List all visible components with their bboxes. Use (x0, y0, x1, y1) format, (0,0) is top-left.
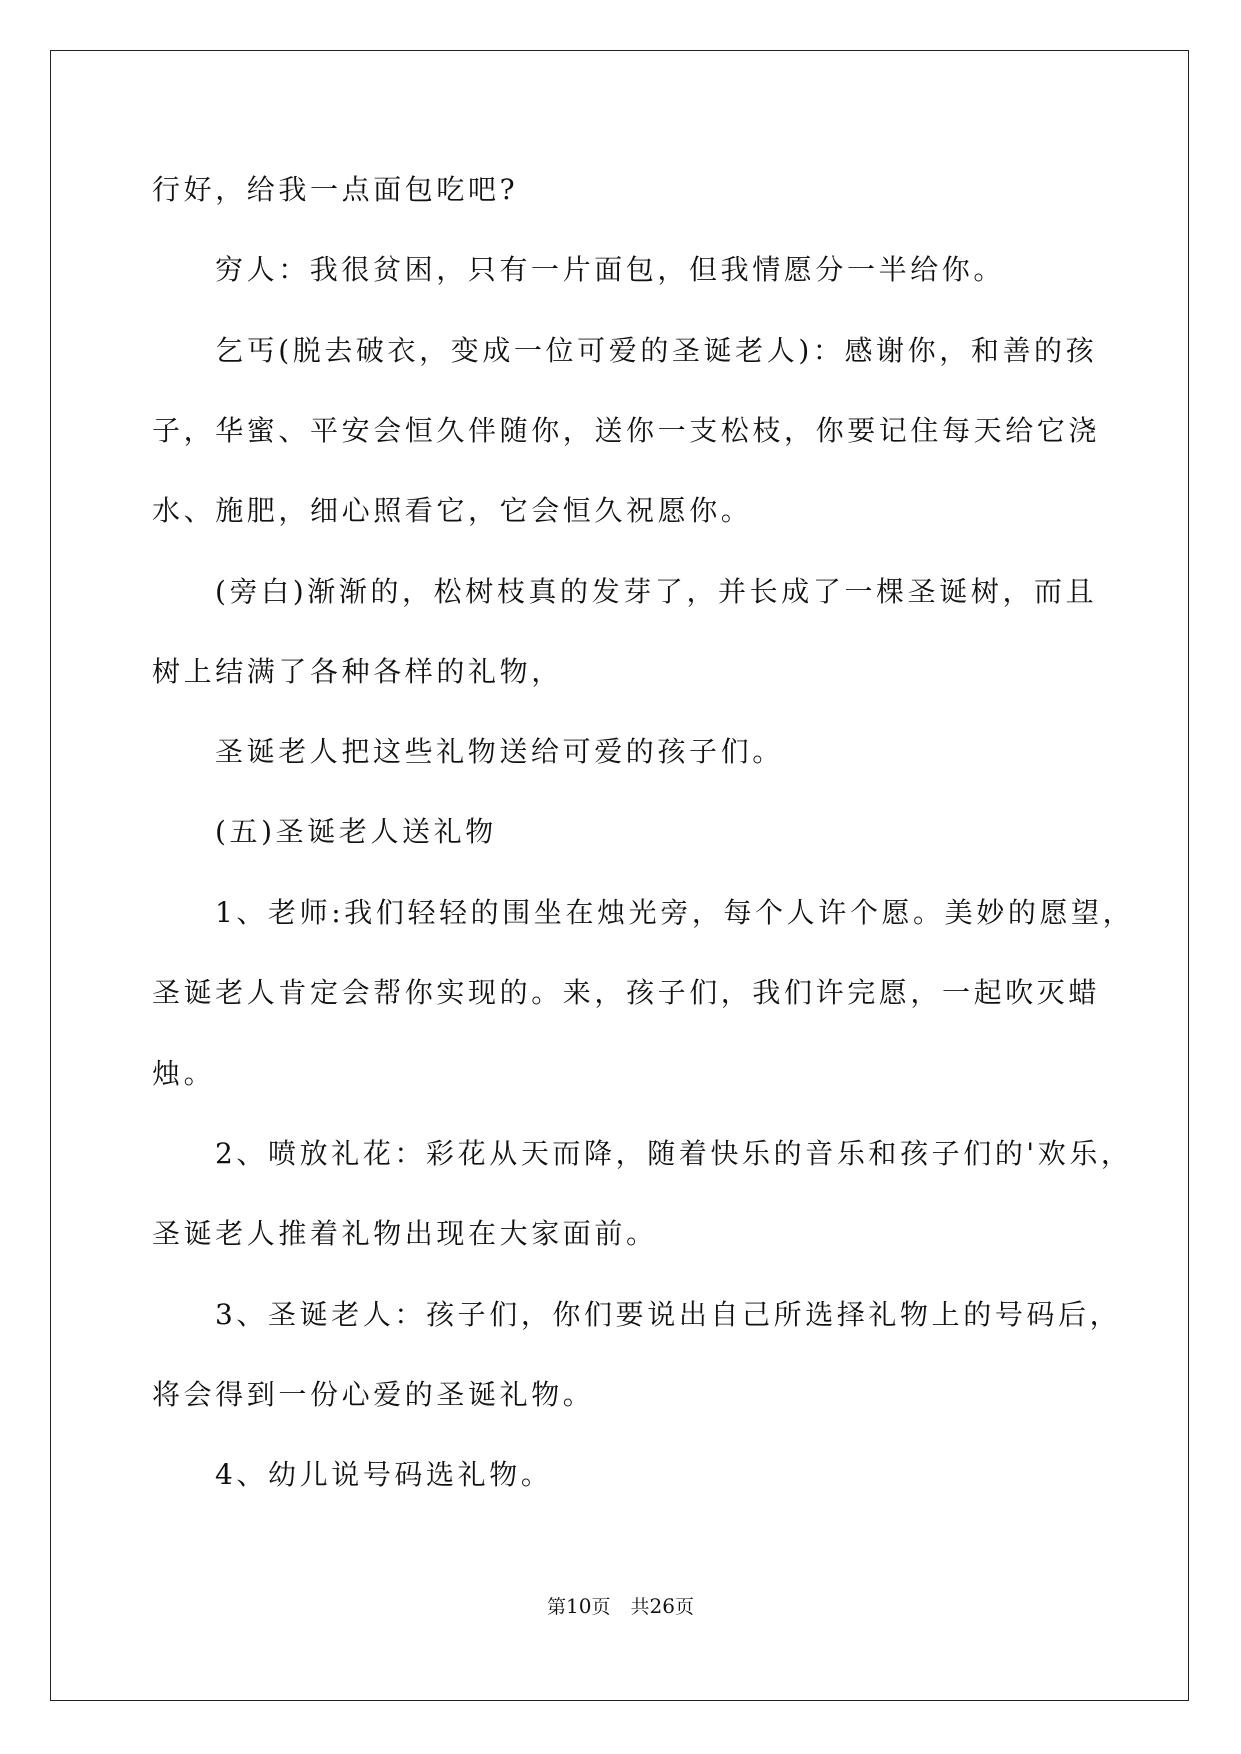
footer-page-suffix: 页 (591, 1596, 611, 1618)
page-footer (0, 1592, 1241, 1619)
page-border (50, 50, 1189, 1701)
text-line: 圣诞老人肯定会帮你实现的。来，孩子们，我们许完愿，一起吹灭蜡 (152, 976, 1101, 1009)
text-line: 圣诞老人把这些礼物送给可爱的孩子们。 (215, 735, 784, 768)
text-line: 子，华蜜、平安会恒久伴随你，送你一支松枝，你要记住每天给它浇 (152, 414, 1101, 447)
text-line: 行好，给我一点面包吃吧? (152, 173, 519, 206)
footer-page-prefix: 第 (547, 1596, 567, 1618)
text-line: (旁白)渐渐的，松树枝真的发芽了，并长成了一棵圣诞树，而且 (215, 575, 1098, 608)
text-line: 乞丐(脱去破衣，变成一位可爱的圣诞老人)：感谢你，和善的孩 (215, 334, 1098, 367)
text-line: 4、幼儿说号码选礼物。 (215, 1458, 553, 1491)
text-line: 烛。 (152, 1057, 216, 1090)
section-heading: (五)圣诞老人送礼物 (215, 815, 497, 848)
text-line: 将会得到一份心爱的圣诞礼物。 (152, 1378, 595, 1411)
text-line: 水、施肥，细心照看它，它会恒久祝愿你。 (152, 494, 753, 527)
text-line: 1、老师:我们轻轻的围坐在烛光旁，每个人许个愿。美妙的愿望， (215, 896, 1135, 929)
text-line: 树上结满了各种各样的礼物， (152, 655, 563, 688)
text-line: 穷人：我很贫困，只有一片面包，但我情愿分一半给你。 (215, 253, 1006, 286)
footer-page-number: 10 (566, 1594, 592, 1618)
footer-total-suffix: 页 (674, 1596, 694, 1618)
footer-total-prefix: 共 (630, 1596, 650, 1618)
text-line: 圣诞老人推着礼物出现在大家面前。 (152, 1217, 658, 1250)
footer-total-number: 26 (649, 1594, 675, 1618)
text-line: 3、圣诞老人：孩子们，你们要说出自己所选择礼物上的号码后， (215, 1298, 1122, 1331)
text-line: 2、喷放礼花：彩花从天而降，随着快乐的音乐和孩子们的'欢乐， (215, 1137, 1133, 1170)
